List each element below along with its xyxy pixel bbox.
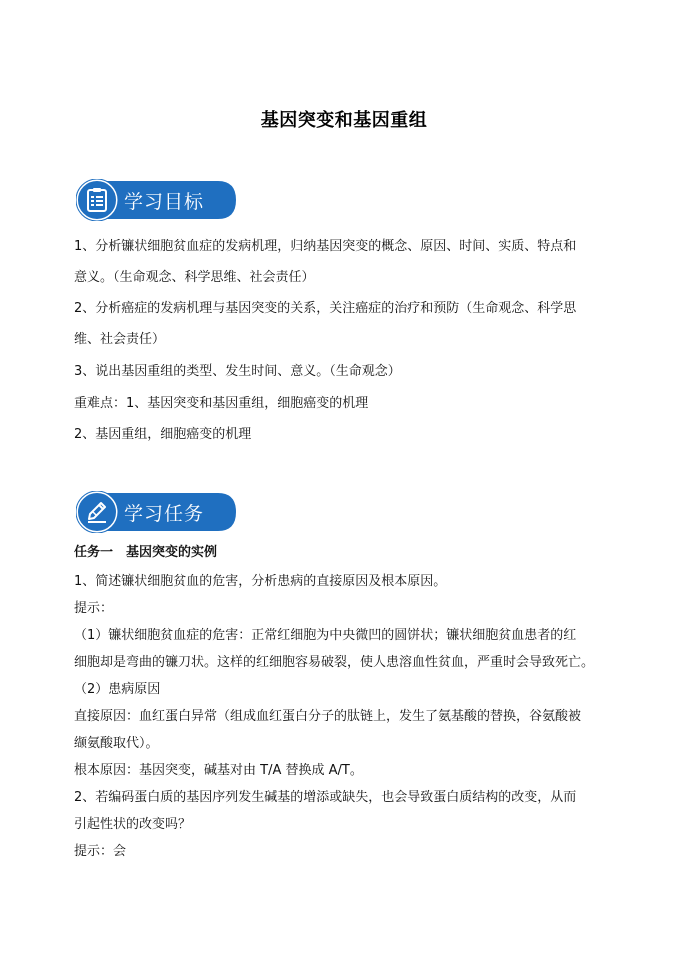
clipboard-list-icon xyxy=(85,187,109,213)
goal-line: 维、社会责任） xyxy=(74,332,166,347)
task-heading: 任务一 基因突变的实例 xyxy=(74,545,218,560)
task-line: 提示： xyxy=(74,601,114,616)
task-line: 缬氨酸取代）。 xyxy=(74,736,159,751)
section-label: 学习目标 xyxy=(124,191,205,213)
section-banner-learning-goals xyxy=(76,179,238,221)
task-line: 根本原因：基因突变，碱基对由 T/A 替换成 A/T。 xyxy=(74,763,363,778)
task-line: 1、简述镰状细胞贫血的危害，分析患病的直接原因及根本原因。 xyxy=(74,574,447,589)
pencil-edit-icon xyxy=(85,499,109,525)
section-banner-learning-tasks xyxy=(76,491,238,533)
page-title: 基因突变和基因重组 xyxy=(260,110,428,131)
goal-line: 3、说出基因重组的类型、发生时间、意义。（生命观念） xyxy=(74,364,401,379)
goal-line: 1、分析镰状细胞贫血症的发病机理，归纳基因突变的概念、原因、时间、实质、特点和 xyxy=(74,239,577,254)
task-line: 提示：会 xyxy=(74,844,127,859)
section-label: 学习任务 xyxy=(124,503,205,525)
task-line: 2、若编码蛋白质的基因序列发生碱基的增添或缺失，也会导致蛋白质结构的改变，从而 xyxy=(74,790,577,805)
goal-line: 2、分析癌症的发病机理与基因突变的关系，关注癌症的治疗和预防（生命观念、科学思 xyxy=(74,301,577,316)
goal-line: 意义。（生命观念、科学思维、社会责任） xyxy=(74,270,315,285)
task-line: （1）镰状细胞贫血症的危害：正常红细胞为中央微凹的圆饼状；镰状细胞贫血患者的红 xyxy=(74,628,577,643)
key-points-line: 重难点：1、基因突变和基因重组，细胞癌变的机理 xyxy=(74,396,369,411)
task-line: 直接原因：血红蛋白异常（组成血红蛋白分子的肽链上，发生了氨基酸的替换，谷氨酸被 xyxy=(74,709,582,724)
task-line: （2）患病原因 xyxy=(74,682,161,697)
task-line: 引起性状的改变吗？ xyxy=(74,817,192,832)
key-points-line: 2、基因重组，细胞癌变的机理 xyxy=(74,427,252,442)
task-line: 细胞却是弯曲的镰刀状。这样的红细胞容易破裂，使人患溶血性贫血，严重时会导致死亡。 xyxy=(74,655,595,670)
